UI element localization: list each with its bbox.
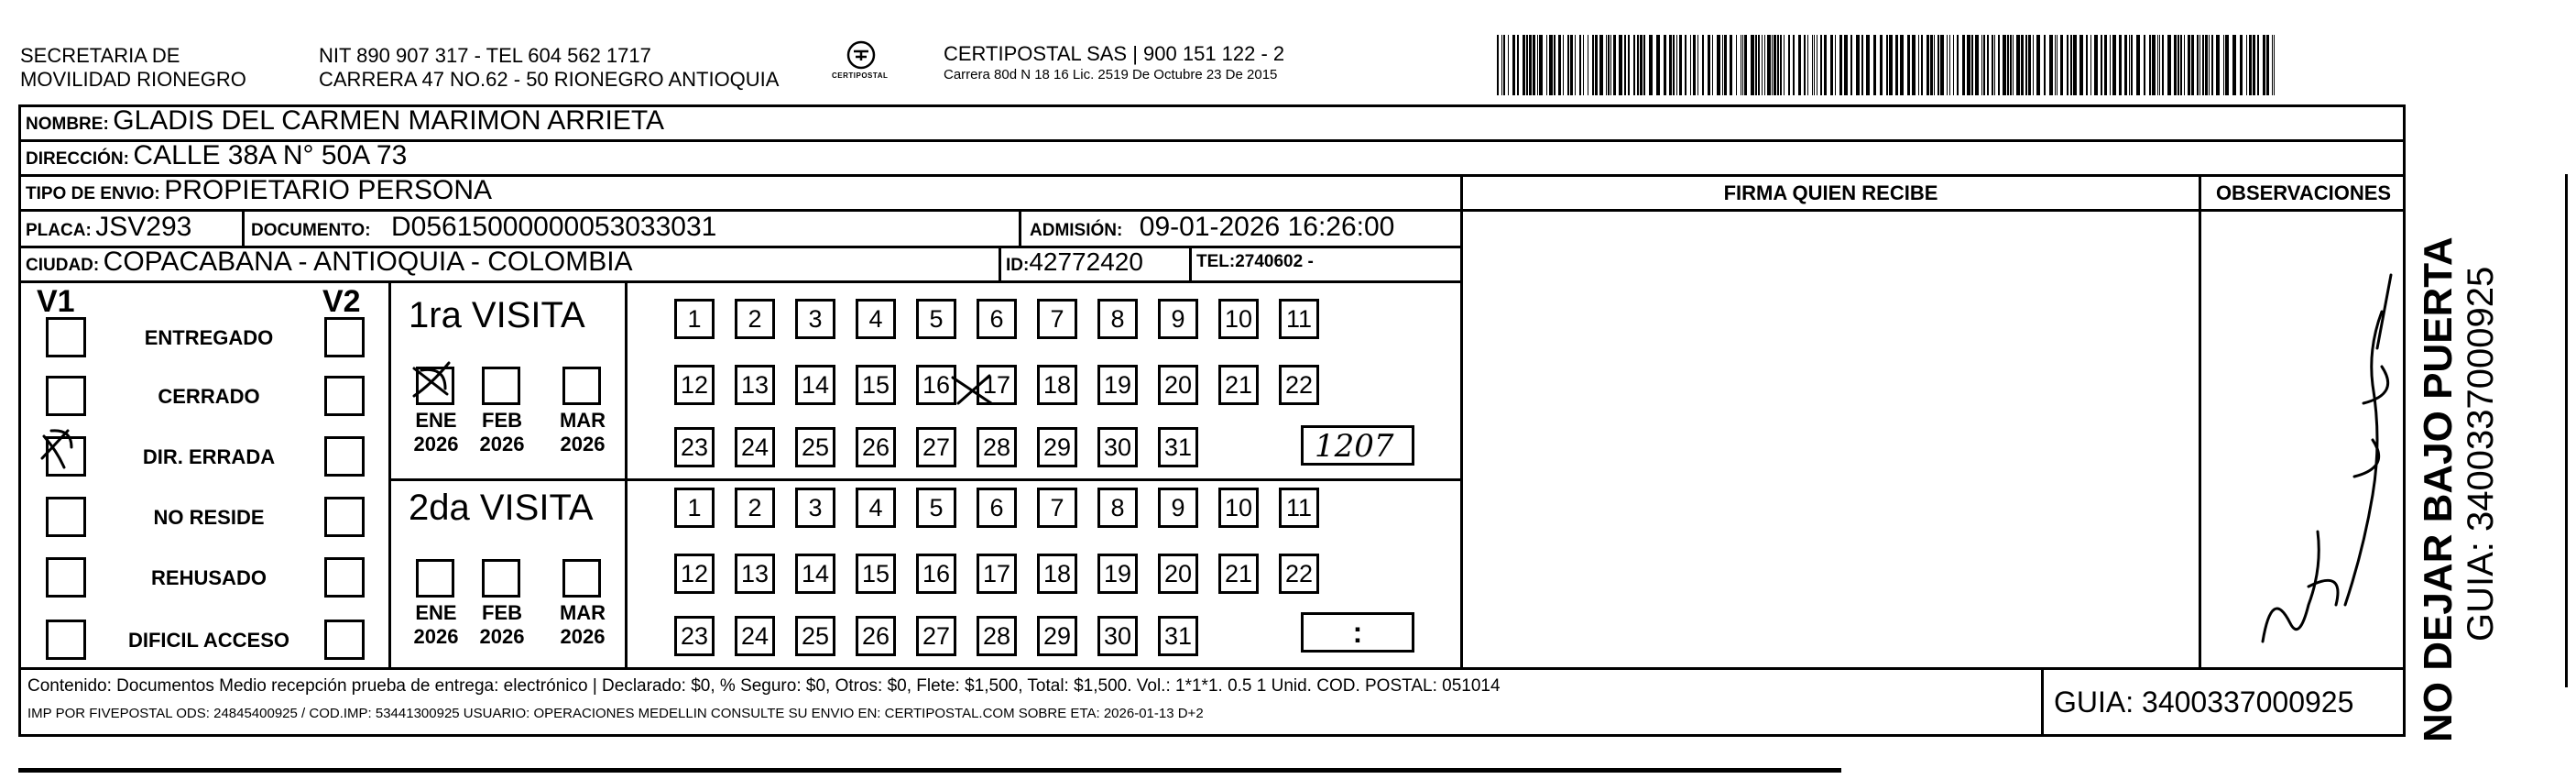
visit1-day-box[interactable]: 18 xyxy=(1037,365,1077,405)
visit2-day-box[interactable]: 3 xyxy=(795,488,835,528)
visit2-day-box[interactable]: 23 xyxy=(674,616,715,656)
visit2-day-box[interactable]: 5 xyxy=(916,488,956,528)
documento-value: D05615000000053033031 xyxy=(391,212,717,242)
visit2-day-box[interactable]: 21 xyxy=(1218,554,1259,594)
v2-header: V2 xyxy=(322,284,361,319)
visit2-day-box[interactable]: 26 xyxy=(856,616,896,656)
visit2-year-label: 2026 xyxy=(479,625,525,648)
admision-label: ADMISIÓN: xyxy=(1030,221,1123,240)
sig-2 xyxy=(2345,275,2391,605)
visit1-month-label: MAR xyxy=(559,409,606,432)
check-dir-errada xyxy=(42,431,71,467)
visit1-day-box[interactable]: 13 xyxy=(735,365,775,405)
visit1-day-box[interactable]: 10 xyxy=(1218,299,1259,339)
footer-guia: GUIA: 3400337000925 xyxy=(2054,686,2354,719)
visit2-month-label: FEB xyxy=(482,601,522,624)
visit2-day-box[interactable]: 28 xyxy=(977,616,1017,656)
visit2-day-box[interactable]: 20 xyxy=(1158,554,1198,594)
visit2-month-label: MAR xyxy=(559,601,606,624)
visit1-day-box[interactable]: 26 xyxy=(856,427,896,467)
visit1-day-box[interactable]: 1 xyxy=(674,299,715,339)
visit1-year-label: 2026 xyxy=(560,433,606,455)
visit2-day-box[interactable]: 30 xyxy=(1097,616,1138,656)
courier-line-1: CERTIPOSTAL SAS | 900 151 122 - 2 xyxy=(944,42,1285,65)
v1-header: V1 xyxy=(37,284,75,319)
footer-contenido: Contenido: Documentos Medio recepción prueba de entrega: electrónico | Declarado: $0, % Seguro: $0, Otros: $0, Flete: $1,500, Total: $1,500. Vol.: 1*1*1. 0.5 1 Unid. COD. POSTAL: 051014 xyxy=(27,676,1501,696)
visit1-day-box[interactable]: 29 xyxy=(1037,427,1077,467)
visit1-day-box[interactable]: 17 xyxy=(977,365,1017,405)
courier-line-2: Carrera 80d N 18 16 Lic. 2519 De Octubre 23 De 2015 xyxy=(944,67,1278,82)
tipo-label: TIPO DE ENVIO: xyxy=(26,184,160,203)
visit1-day-box[interactable]: 5 xyxy=(916,299,956,339)
entity-line-2: MOVILIDAD RIONEGRO xyxy=(20,68,246,91)
option-label: REHUSADO xyxy=(151,566,267,589)
visit2-day-box[interactable]: 16 xyxy=(916,554,956,594)
visit2-day-box[interactable]: 18 xyxy=(1037,554,1077,594)
visit1-day-box[interactable]: 3 xyxy=(795,299,835,339)
visit1-day-box[interactable]: 12 xyxy=(674,365,715,405)
visit2-day-box[interactable]: 19 xyxy=(1097,554,1138,594)
visit1-day-box[interactable]: 14 xyxy=(795,365,835,405)
visit2-day-box[interactable]: 4 xyxy=(856,488,896,528)
visit2-day-box[interactable]: 7 xyxy=(1037,488,1077,528)
visit1-day-box[interactable]: 8 xyxy=(1097,299,1138,339)
visit1-day-box[interactable]: 23 xyxy=(674,427,715,467)
id-label: ID: xyxy=(1006,256,1030,275)
visit1-day-box[interactable]: 7 xyxy=(1037,299,1077,339)
divider-guia xyxy=(2041,667,2044,737)
visit1-year-label: 2026 xyxy=(479,433,525,455)
visit2-title: 2da VISITA xyxy=(409,488,594,528)
visit1-month-label: ENE xyxy=(415,409,457,432)
visit2-day-box[interactable]: 24 xyxy=(735,616,775,656)
visit1-day-box[interactable]: 30 xyxy=(1097,427,1138,467)
option-label: NO RESIDE xyxy=(153,506,265,529)
visit1-month-label: FEB xyxy=(482,409,522,432)
admision-value: 09-01-2026 16:26:00 xyxy=(1139,212,1395,242)
visit2-day-box[interactable]: 14 xyxy=(795,554,835,594)
direccion-label: DIRECCIÓN: xyxy=(26,149,129,169)
visit2-day-box[interactable]: 11 xyxy=(1279,488,1319,528)
sig-1 xyxy=(2263,532,2338,642)
visit2-year-label: 2026 xyxy=(413,625,459,648)
visit1-day-box[interactable]: 9 xyxy=(1158,299,1198,339)
option-label: DIR. ERRADA xyxy=(142,445,276,468)
side-line-1: NO DEJAR BAJO PUERTA xyxy=(2416,236,2461,742)
visit2-day-box[interactable]: 6 xyxy=(977,488,1017,528)
placa-value: JSV293 xyxy=(95,212,192,242)
tel-label: TEL: xyxy=(1196,252,1236,271)
placa-label: PLACA: xyxy=(26,221,92,240)
id-value: 42772420 xyxy=(1029,247,1143,276)
nombre-value: GLADIS DEL CARMEN MARIMON ARRIETA xyxy=(113,105,664,136)
visit2-day-box[interactable]: 8 xyxy=(1097,488,1138,528)
visit2-day-box[interactable]: 13 xyxy=(735,554,775,594)
visit1-day-box[interactable]: 24 xyxy=(735,427,775,467)
visit2-day-box[interactable]: 22 xyxy=(1279,554,1319,594)
visit2-day-box[interactable]: 17 xyxy=(977,554,1017,594)
ciudad-label: CIUDAD: xyxy=(26,256,100,275)
side-text xyxy=(2417,236,2501,742)
option-label: ENTREGADO xyxy=(144,326,274,349)
visit1-day-box[interactable]: 6 xyxy=(977,299,1017,339)
tel-value: 2740602 - xyxy=(1235,252,1314,271)
visit2-day-box[interactable]: 25 xyxy=(795,616,835,656)
visit1-day-box[interactable]: 11 xyxy=(1279,299,1319,339)
tipo-value: PROPIETARIO PERSONA xyxy=(164,175,493,205)
visit1-title: 1ra VISITA xyxy=(409,295,585,335)
side-line-2: GUIA: 3400337000925 xyxy=(2461,266,2501,642)
visit1-day-box[interactable]: 16 xyxy=(916,365,956,405)
direccion-value: CALLE 38A N° 50A 73 xyxy=(133,140,408,170)
visit1-day-box[interactable]: 21 xyxy=(1218,365,1259,405)
footer-imp: IMP POR FIVEPOSTAL ODS: 24845400925 / COD.IMP: 53441300925 USUARIO: OPERACIONES MEDELLIN CONSULTE SU ENVIO EN: CERTIPOSTAL.COM SOBRE ETA: 2026-01-13 D+2 xyxy=(27,706,1204,721)
visit1-day-box[interactable]: 4 xyxy=(856,299,896,339)
visit1-day-box[interactable]: 20 xyxy=(1158,365,1198,405)
right-edge-line xyxy=(2565,174,2568,687)
strike-day16 xyxy=(953,376,991,403)
firma-header: FIRMA QUIEN RECIBE xyxy=(1723,181,1938,204)
option-label: DIFICIL ACCESO xyxy=(127,629,289,652)
visit2-day-box[interactable]: 9 xyxy=(1158,488,1198,528)
check-ene xyxy=(414,363,449,396)
visit1-day-box[interactable]: 25 xyxy=(795,427,835,467)
visit2-day-box[interactable]: 29 xyxy=(1037,616,1077,656)
documento-label: DOCUMENTO: xyxy=(251,221,371,240)
visit2-day-box[interactable]: 12 xyxy=(674,554,715,594)
visit1-day-box[interactable]: 27 xyxy=(916,427,956,467)
visit2-day-box[interactable]: 10 xyxy=(1218,488,1259,528)
address-line: CARRERA 47 NO.62 - 50 RIONEGRO ANTIOQUIA xyxy=(319,68,780,91)
visit1-day-box[interactable]: 31 xyxy=(1158,427,1198,467)
nit-line: NIT 890 907 317 - TEL 604 562 1717 xyxy=(319,44,651,67)
visit2-month-label: ENE xyxy=(415,601,457,624)
nombre-label: NOMBRE: xyxy=(26,115,109,134)
visit2-day-box[interactable]: 2 xyxy=(735,488,775,528)
visit2-day-box[interactable]: 15 xyxy=(856,554,896,594)
observaciones-header: OBSERVACIONES xyxy=(2215,181,2392,204)
courier-logo-text: CERTIPOSTAL xyxy=(832,71,889,80)
ciudad-value: COPACABANA - ANTIOQUIA - COLOMBIA xyxy=(103,247,633,277)
visit2-time-box[interactable]: : xyxy=(1301,612,1414,653)
visit1-day-box[interactable]: 2 xyxy=(735,299,775,339)
visit2-year-label: 2026 xyxy=(560,625,606,648)
visit2-day-box[interactable]: 27 xyxy=(916,616,956,656)
visit2-day-box[interactable]: 31 xyxy=(1158,616,1198,656)
visit1-day-box[interactable]: 15 xyxy=(856,365,896,405)
visit1-day-box[interactable]: 22 xyxy=(1279,365,1319,405)
visit2-day-box[interactable]: 1 xyxy=(674,488,715,528)
visit1-day-box[interactable]: 28 xyxy=(977,427,1017,467)
option-label: CERRADO xyxy=(158,385,260,408)
bottom-rule xyxy=(18,768,1841,773)
visit1-year-label: 2026 xyxy=(413,433,459,455)
visit1-day-box[interactable]: 19 xyxy=(1097,365,1138,405)
visit1-time-value: 1207 xyxy=(1315,428,1394,465)
entity-line-1: SECRETARIA DE xyxy=(20,44,180,67)
